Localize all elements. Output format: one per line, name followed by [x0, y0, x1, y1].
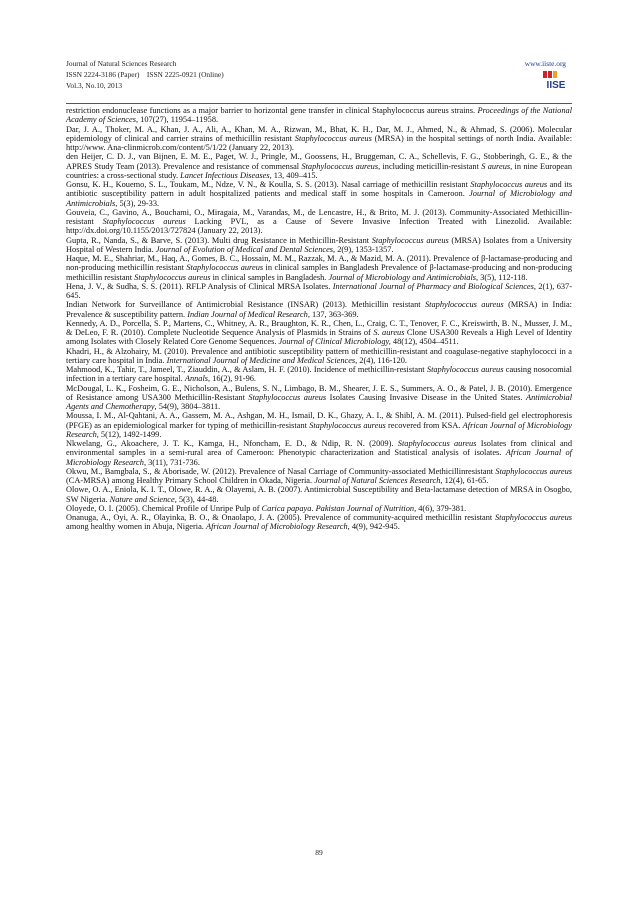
reference-text: Kennedy, A. D., Porcella, S. P., Martens, C., Whitney, A. R., Braughton, K. R., Chen, L., Craig, C. T., Tenover, F. C., Kreiswirth, B. N., Musser, J. M., & DeLeo, F. R. (2010). Complete Nucleotide Sequence Analysis of Plasmids in Strains of [66, 318, 572, 337]
reference-text: Mahmood, K., Tahir, T., Jameel, T., Ziauddin, A., & Aslam, H. F. (2010). Incidence of methicillin-resistant [66, 365, 427, 374]
reference-italic-text: Staphylococcus aureus [102, 217, 186, 226]
reference-text: , 5(3), 44-48. [174, 494, 219, 504]
reference-entry [66, 236, 572, 255]
reference-text: , in nine European countries: a cross-sectional study. [66, 161, 573, 180]
reference-italic-text: Staphylococcus aureus [426, 365, 504, 374]
reference-italic-text: Staphylococcus aureus [309, 420, 386, 430]
reference-italic-text: Lancet Infectious Diseases, [180, 170, 272, 180]
reference-entry [66, 504, 572, 513]
reference-text: , 4(9), 942-945. [347, 522, 400, 532]
reference-text: , 2(1), 637-645. [66, 281, 572, 300]
reference-italic-text: Staphylococcus aureus [186, 263, 264, 273]
reference-entry [66, 208, 572, 236]
reference-text: in clinical samples in Bangladesh Prevalence of β-lactamase-producing and non-producing methicillin resistant [66, 263, 572, 282]
reference-entry [66, 152, 572, 180]
reference-text: Hena, J. V., & Sudha, S. S. (2011). RFLP Analysis of Clinical MRSA Isolates. [66, 281, 333, 291]
reference-entry [66, 300, 572, 319]
reference-text: Nkwelang, G., Akoachere, J. T. K., Kamga, H., Nfoncham, E. D., & Ndip, R. N. (2009). [66, 439, 398, 448]
reference-text: (MRSA) in the hospital settings of north India. Available: http://www. Ana-clinmicrob.com/content/5/1/22 (January 22, 2013). [66, 133, 573, 152]
reference-italic-text: Pakistan Journal of Nutrition, [315, 503, 417, 513]
reference-italic-text: Staphylococcus aureus [424, 300, 504, 310]
reference-text: Onanuga, A., Oyi, A. R., Olayinka, B. O., & Onaolapo, J. A. (2005). Prevalence of community-acquired methicillin resistant [66, 513, 495, 522]
reference-entry [66, 254, 572, 282]
reference-text: Khadri, H., & Alzohairy, M. (2010). Prevalence and antibiotic susceptibility pattern of methicillin-resistant and coagulase-negative staphylococci in a tertiary care hospital in India. [66, 346, 572, 365]
reference-entry [66, 513, 572, 532]
reference-italic-text: Nature and Science [109, 494, 175, 504]
reference-text: , 107(27), 11954–11958. [135, 115, 219, 125]
reference-text: Isolates from clinical and environmental samples in a semi-rural area of Cameroon: Phenotypic characterization and Statistical analysis of isolates. [66, 439, 573, 458]
reference-entry [66, 384, 572, 412]
reference-italic-text: Staphylococcus aureus [301, 161, 379, 171]
reference-entry [66, 467, 572, 486]
reference-entry [66, 485, 572, 504]
reference-text: Gonsu, K. H., Kouemo, S. L., Toukam, M., Ndze, V. N., & Koulla, S. S. (2013). Nasal carriage of methicillin resistant [66, 180, 471, 189]
reference-text: 4(6), 379-381. [416, 503, 467, 513]
reference-text: McDougal, L. K., Fosheim, G. E., Nicholson, A., Bulens, S. N., Limbago, B. M., Shearer, J. E. S., Summers, A. O., & Patel, J. B. (2010). Emergence of Resistance among USA300 Methicillin-Resistant [66, 383, 572, 402]
reference-italic-text: Staphylococcus aureus [470, 180, 548, 189]
reference-text: , 5(12), 1492-1499. [96, 429, 162, 439]
reference-italic-text: S aureus [481, 161, 511, 171]
reference-italic-text: Staphylococcus aureus [134, 272, 211, 282]
reference-text: , including meticillin-resistant [378, 161, 482, 171]
issn-line: ISSN 2224-3186 (Paper) ISSN 2225-0921 (Online) [66, 70, 224, 79]
volume-line: Vol.3, No.10, 2013 [66, 81, 123, 90]
reference-entry [66, 411, 572, 439]
iiste-logo [540, 68, 572, 94]
reference-text: 48(12), 4504–4511. [390, 337, 459, 347]
reference-italic-text: Annals [184, 374, 209, 384]
reference-text: , 12(4), 61-65. [440, 476, 489, 485]
reference-text: , 54(9), 3804–3811. [154, 402, 221, 411]
svg-text:IISE: IISE [546, 80, 566, 91]
reference-text: , 137, 363-369. [307, 309, 359, 319]
reference-text: Clone USA300 Reveals a High Level of Identity among Isolates with Closely Related Core Genome Sequences. [66, 328, 573, 347]
reference-text: recovered from KSA. [385, 420, 463, 430]
reference-italic-text: International Journal of Medicine and Medical Sciences, [166, 355, 358, 365]
reference-entry [66, 347, 572, 366]
reference-italic-text: African Journal of Microbiology Research [66, 420, 572, 439]
reference-text: Oloyede, O. I. (2005). Chemical Profile of Unripe Pulp of [66, 503, 262, 513]
reference-text: , 2(9), 1353-1357. [333, 244, 394, 254]
reference-text: (MRSA) in India: Prevalence & susceptibility pattern. [66, 300, 573, 319]
reference-italic-text: Staphylococcus aureus [397, 439, 477, 448]
reference-text: Olowe, O. A., Eniola, K. I. T., Olowe, R. A., & Olayemi, A. B. (2007). Antimicrobial Susceptibility and Beta-lactamase detection of MRSA in Osogbo, SW Nigeria. [66, 485, 572, 504]
reference-text: den Heijer, C. D. J., van Bijnen, E. M. E., Paget, W. J., Pringle, M., Goossens, H., Bruggeman, C. A., Schellevis, F. G., Stobberingh, G. E., & the APRES Study Team (2013). Prevalence and resistance of commensal [66, 152, 572, 171]
reference-italic-text: Journal of Clinical Microbiology, [278, 337, 391, 347]
reference-italic-text: Journal of Natural Sciences Research [314, 476, 441, 485]
reference-text: in clinical samples in Bangladesh. [210, 272, 329, 282]
reference-text: restriction endonuclease functions as a major barrier to horizontal gene transfer in clinical Staphylococcus aureus strains. [66, 106, 478, 115]
reference-text: , 16(2), 91-96. [208, 374, 257, 384]
reference-italic-text: International Journal of Pharmacy and Biological Sciences [332, 281, 534, 291]
reference-text: Haque, M. E., Shahriar, M., Haq, A., Gomes, B. C., Hossain, M. M., Razzak, M. A., & Mazid, M. A. (2011). Prevalence of β-lactamase-producing and non-producing methicillin resistant [66, 254, 572, 273]
reference-italic-text: Antimicrobial Agents and Chemotherapy [66, 392, 573, 411]
reference-italic-text: Staphylococcus aureus [248, 392, 327, 402]
reference-text: 5(3), 29-33. [117, 198, 160, 208]
reference-entry [66, 365, 572, 384]
reference-italic-text: Staphylococcus aureus [495, 466, 573, 476]
reference-italic-text: Staphylococcus aureus [371, 235, 449, 245]
reference-text: , 3(11), 731-736. [143, 457, 200, 467]
reference-italic-text: Indian Journal of Medical Research [187, 309, 308, 319]
reference-text: 2(4), 116-120. [357, 355, 408, 365]
page-number: 89 [315, 848, 323, 857]
reference-text: (MRSA) Isolates from a University Hospital of Western India. [66, 235, 572, 254]
reference-italic-text: Proceedings of the National Academy of Sciences [66, 106, 573, 125]
reference-text: among healthy women in Abuja, Nigeria. [66, 522, 206, 532]
reference-italic-text: African Journal of Microbiology Research [66, 448, 573, 467]
reference-text: Indian Network for Surveillance of Antimicrobial Resistance (INSAR) (2013). Methicillin resistant [66, 300, 425, 310]
reference-text: Gupta, R., Nanda, S., & Barve, S. (2013). Multi drug Resistance in Methicillin-Resistant [66, 235, 372, 245]
reference-text: . [311, 503, 316, 513]
reference-italic-text: Journal of Microbiology and Antimicrobials, [66, 189, 573, 208]
reference-text: causing nosocomial infection in a tertiary care hospital. [66, 365, 573, 384]
reference-entry [66, 319, 572, 347]
reference-italic-text: S. aureus [373, 328, 405, 337]
reference-entry [66, 180, 572, 208]
reference-italic-text: Staphylococcus aureus [294, 133, 372, 143]
reference-text: Moussa, I. M., Al-Qahtani, A. A., Gassem, M. A., Ashgan, M. H., Ismail, D. K., Ghazy, A. I., & Shibl, A. M. (2011). Pulsed-field gel electrophoresis (PFGE) as an epidemiological marker for typing of methicillin-resistant [66, 411, 572, 430]
reference-entry [66, 439, 572, 467]
reference-italic-text: Carica papaya [261, 503, 312, 513]
reference-italic-text: Journal of Microbiology and Antimicrobials [328, 272, 477, 282]
page-header [66, 58, 572, 102]
reference-text: and its antibiotic susceptibility pattern in adult hospitalized patients and medical staff in some hospitals in Cameroon. [66, 180, 573, 199]
reference-text: Lacking PVL, as a Cause of Severe Invasive Infection Treated with Linezolid. Available: http://dx.doi.org/10.1155/2013/727824 (January 22, 2013). [66, 217, 572, 236]
reference-text: , 3(5), 112-118. [476, 272, 528, 282]
reference-entry [66, 125, 572, 153]
reference-entry [66, 282, 572, 301]
reference-text: Isolates Causing Invasive Disease in the United States. [326, 392, 526, 402]
reference-entry [66, 106, 572, 125]
reference-text: Okwu, M., Bamgbala, S., & Aborisade, W. (2012). Prevalence of Nasal Carriage of Community-associated Methicillinresistant [66, 466, 496, 476]
reference-text: Dar, J. A., Thoker, M. A., Khan, J. A., Ali, A., Khan, M. A., Rizwan, M., Bhat, K. H., Dar, M. J., Ahmed, N., & Ahmad, S. (2006). Molecular epidemiology of clinical and carrier strains of methicillin resistant [66, 124, 572, 143]
reference-italic-text: African Journal of Microbiology Research [205, 522, 348, 532]
journal-url-link[interactable]: www.iiste.org [524, 59, 566, 68]
reference-text: Gouveia, C., Gavino, A., Bouchami, O., Miragaia, M., Varandas, M., de Lencastre, H., & Brito, M. J. (2013). Community-Associated Methicillin-resistant [66, 207, 572, 226]
reference-italic-text: Journal of Evolution of Medical and Dental Sciences [155, 244, 334, 254]
reference-text: (CA-MRSA) among Healthy Primary School Children in Okada, Nigeria. [66, 476, 315, 485]
reference-text: 13, 409–415. [271, 170, 318, 180]
reference-list [66, 106, 572, 532]
journal-title: Journal of Natural Sciences Research [66, 59, 177, 68]
reference-italic-text: Staphylococcus aureus [494, 513, 573, 522]
header-divider [66, 103, 572, 104]
